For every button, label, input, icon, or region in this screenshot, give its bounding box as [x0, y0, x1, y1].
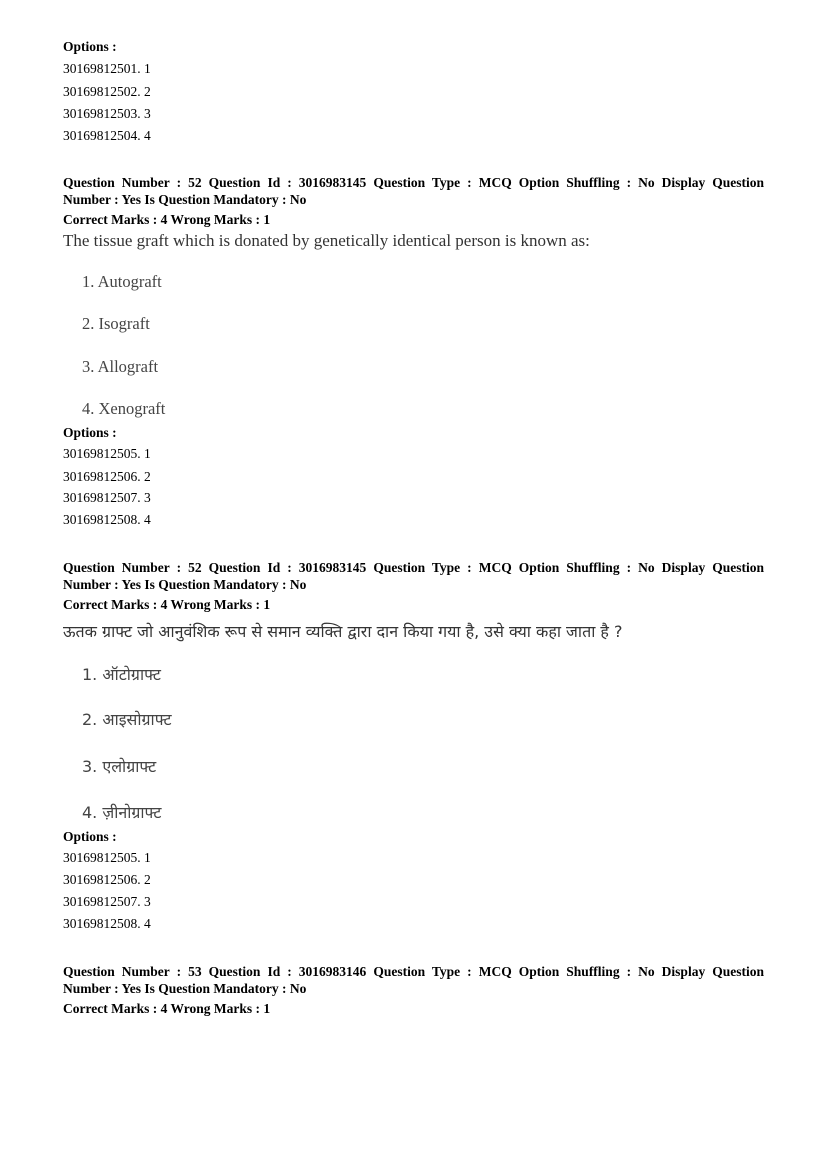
- options-label: Options :: [63, 425, 117, 440]
- option-id: 30169812502. 2: [63, 84, 151, 99]
- answer-choice: 4. Xenograft: [82, 399, 166, 418]
- option-id: 30169812504. 4: [63, 128, 151, 143]
- question-header: Number : Yes Is Question Mandatory : No: [63, 192, 307, 207]
- question-marks: Correct Marks : 4 Wrong Marks : 1: [63, 1001, 271, 1016]
- option-id: 30169812503. 3: [63, 106, 151, 121]
- option-id: 30169812505. 1: [63, 850, 151, 865]
- question-header: Question Number : 52 Question Id : 3016983145 Question Type : MCQ Option Shuffling : No Display Question: [63, 175, 764, 190]
- option-id: 30169812507. 3: [63, 894, 151, 909]
- answer-choice: 2. Isograft: [82, 314, 150, 333]
- answer-choice: 2. आइसोग्राफ्ट: [82, 710, 172, 729]
- question-header: Number : Yes Is Question Mandatory : No: [63, 981, 307, 996]
- question-text: The tissue graft which is donated by genetically identical person is known as:: [63, 231, 590, 250]
- options-label: Options :: [63, 829, 117, 844]
- option-id: 30169812507. 3: [63, 490, 151, 505]
- question-text: ऊतक ग्राफ्ट जो आनुवंशिक रूप से समान व्यक्ति द्वारा दान किया गया है, उसे क्या कहा जाता है ?: [63, 622, 623, 641]
- answer-choice: 4. ज़ीनोग्राफ्ट: [82, 803, 162, 822]
- answer-choice: 3. Allograft: [82, 357, 159, 376]
- option-id: 30169812506. 2: [63, 469, 151, 484]
- question-header: Number : Yes Is Question Mandatory : No: [63, 577, 307, 592]
- question-header: Question Number : 53 Question Id : 3016983146 Question Type : MCQ Option Shuffling : No Display Question: [63, 964, 764, 979]
- question-marks: Correct Marks : 4 Wrong Marks : 1: [63, 597, 271, 612]
- option-id: 30169812501. 1: [63, 61, 151, 76]
- answer-choice: 3. एलोग्राफ्ट: [82, 757, 157, 776]
- answer-choice: 1. Autograft: [82, 272, 162, 291]
- option-id: 30169812506. 2: [63, 872, 151, 887]
- options-label: Options :: [63, 39, 117, 54]
- option-id: 30169812505. 1: [63, 446, 151, 461]
- option-id: 30169812508. 4: [63, 916, 151, 931]
- answer-choice: 1. ऑटोग्राफ्ट: [82, 665, 161, 684]
- question-header: Question Number : 52 Question Id : 3016983145 Question Type : MCQ Option Shuffling : No Display Question: [63, 560, 764, 575]
- option-id: 30169812508. 4: [63, 512, 151, 527]
- question-marks: Correct Marks : 4 Wrong Marks : 1: [63, 212, 271, 227]
